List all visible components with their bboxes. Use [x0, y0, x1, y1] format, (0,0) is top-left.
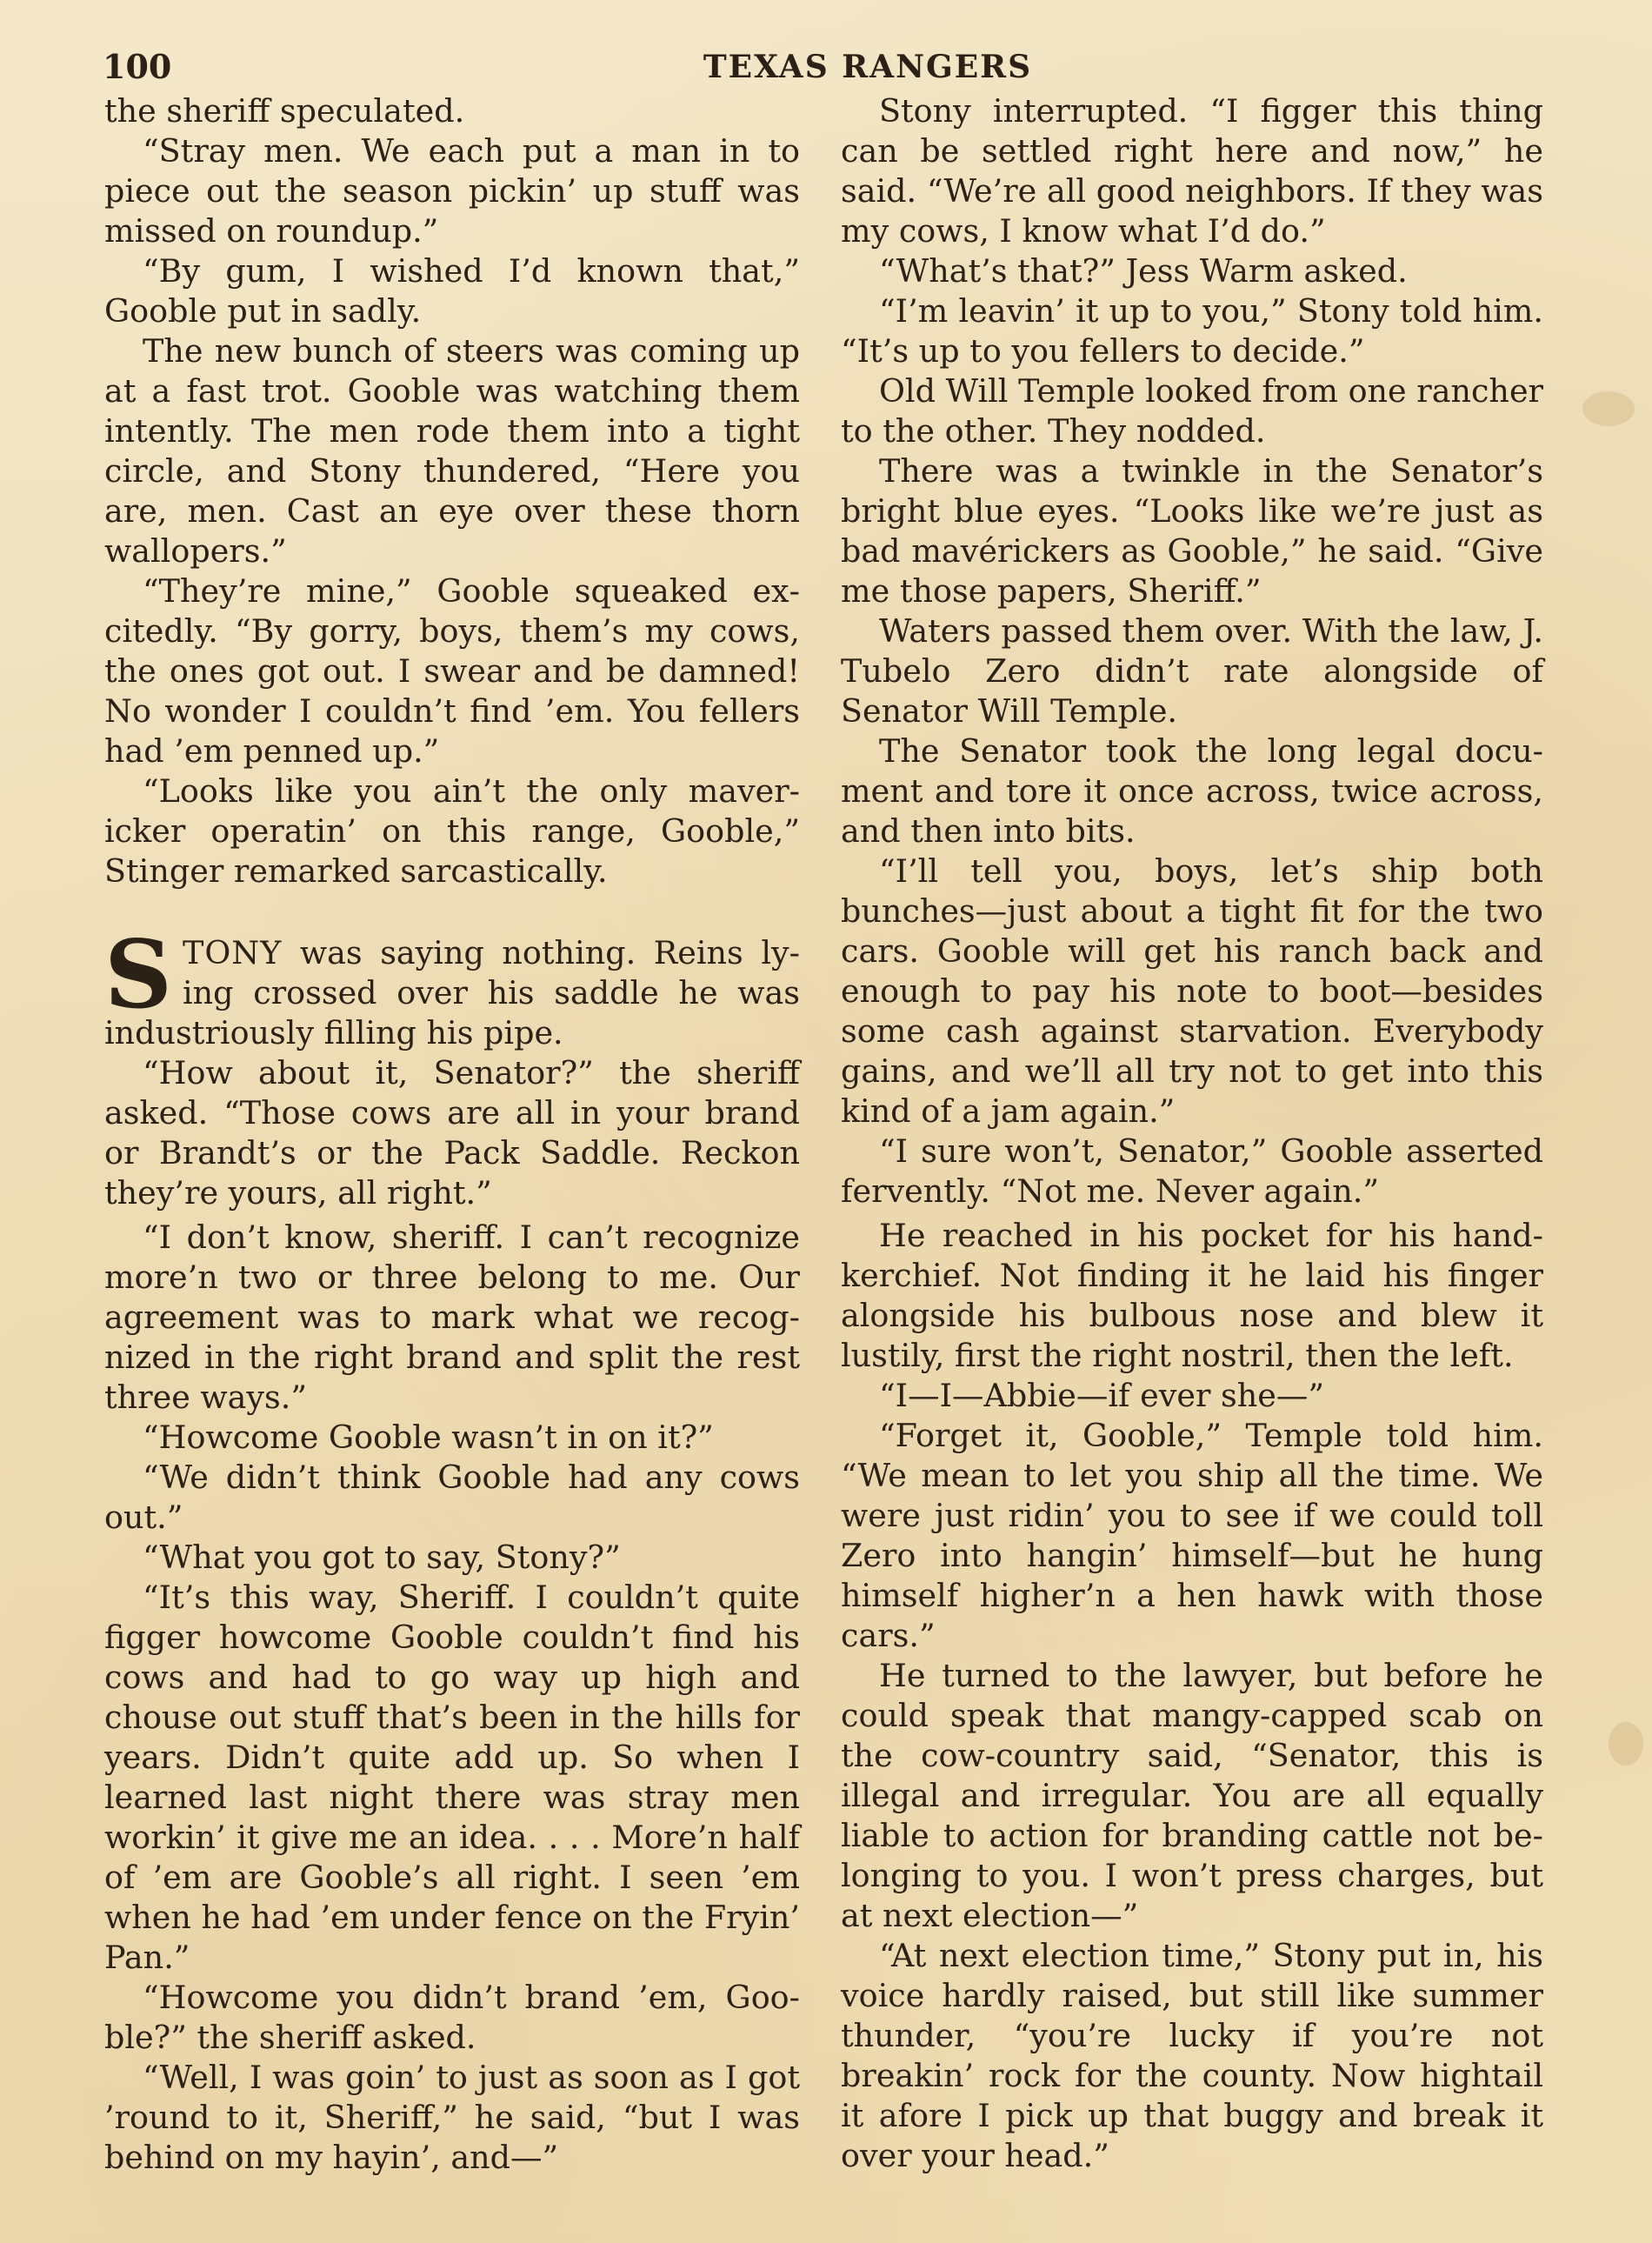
- paragraph: “Well, I was goin’ to just as soon as I got ’round to it, Sheriff,” he said, “but I was behind on my hayin’, and—”: [104, 2059, 800, 2176]
- paragraph: “What’s that?” Jess Warm asked.: [879, 252, 1408, 290]
- paragraph: “They’re mine,” Gooble squeaked excitedly. “By gorry, boys, them’s my cows, the ones got out. I swear and be damned! No wonder I couldn’t find ’em. You fellers had ’em penned up.”: [104, 572, 800, 770]
- paragraph: “I—I—Abbie—if ever she—”: [879, 1377, 1325, 1414]
- paragraph: “It’s this way, Sheriff. I couldn’t quite figger howcome Gooble couldn’t find his cows and had to go way up high and chouse out stuff that’s been in the hills for years. Didn’t quite add up. So when I learned last night there was stray men workin’ it give me an idea. . . . More’n half of ’em are Gooble’s all right. I seen ’em when he had ’em under fence on the Fryin’ Pan.”: [104, 1579, 800, 1976]
- paragraph: the sheriff speculated.: [104, 92, 465, 130]
- paragraph: Old Will Temple looked from one rancher to the other. They nodded.: [841, 372, 1543, 450]
- paragraph: “By gum, I wished I’d known that,” Gooble put in sadly.: [104, 252, 800, 330]
- paragraph: “What you got to say, Stony?”: [143, 1539, 621, 1576]
- paper-stain: [1609, 1722, 1643, 1766]
- paragraph: “Howcome Gooble wasn’t in on it?”: [143, 1419, 714, 1456]
- section-lead-word: TONY: [183, 934, 283, 971]
- right-column: [841, 91, 1543, 2176]
- section-opening-text: was saying nothing. Reins lying crossed over his saddle he was industriously filling his pipe.: [104, 934, 800, 1051]
- paragraph: Stony interrupted. “I figger this thing can be settled right here and now,” he said. “We’re all good neighbors. If they was my cows, I know what I’d do.”: [841, 92, 1543, 250]
- paragraph: “I’ll tell you, boys, let’s ship both bunches—just about a tight fit for the two cars. Gooble will get his ranch back and enough to pay his note to boot—besides some cash against starvation. Everybody gains, and we’ll all try not to get into this kind of a jam again.”: [841, 852, 1543, 1130]
- paragraph: “I don’t know, sheriff. I can’t recognize more’n two or three belong to me. Our agreement was to mark what we recognized in the right brand and split the rest three ways.”: [104, 1218, 800, 1416]
- paragraph: “Stray men. We each put a man in to piece out the season pickin’ up stuff was missed on roundup.”: [104, 132, 800, 250]
- paragraph: Waters passed them over. With the law, J. Tubelo Zero didn’t rate alongside of Senator Will Temple.: [841, 612, 1543, 730]
- drop-cap: S: [104, 920, 172, 1030]
- running-head: TEXAS RANGERS: [703, 49, 1033, 85]
- page-header: [103, 45, 1546, 89]
- paragraph: “I’m leavin’ it up to you,” Stony told him. “It’s up to you fellers to decide.”: [841, 292, 1543, 370]
- paragraph: “Howcome you didn’t brand ’em, Gooble?” the sheriff asked.: [104, 1979, 800, 2056]
- paragraph: The Senator took the long legal document and tore it once across, twice across, and then into bits.: [841, 732, 1543, 850]
- paragraph: The new bunch of steers was coming up at a fast trot. Gooble was watching them intently. The men rode them into a tight circle, and Stony thundered, “Here you are, men. Cast an eye over these thorn wallopers.”: [104, 332, 800, 570]
- paragraph: “At next election time,” Stony put in, his voice hardly raised, but still like summer thunder, “you’re lucky if you’re not breakin’ rock for the county. Now hightail it afore I pick up that buggy and break it over your head.”: [841, 1937, 1543, 2174]
- page-number: 100: [103, 47, 172, 86]
- paragraph: “Forget it, Gooble,” Temple told him. “We mean to let you ship all the time. We were just ridin’ you to see if we could toll Zero into hangin’ himself—but he hung himself higher’n a hen hawk with those cars.”: [841, 1417, 1543, 1654]
- paragraph: “How about it, Senator?” the sheriff asked. “Those cows are all in your brand or Brandt’s or the Pack Saddle. Reckon they’re yours, all right.”: [104, 1054, 800, 1212]
- section-opening-paragraph: [104, 920, 800, 1053]
- paragraph: “Looks like you ain’t the only mavericker operatin’ on this range, Gooble,” Stinger remarked sarcastically.: [104, 772, 800, 890]
- paragraph: “I sure won’t, Senator,” Gooble asserted fervently. “Not me. Never again.”: [841, 1132, 1543, 1210]
- paragraph: He reached in his pocket for his handkerchief. Not finding it he laid his finger alongside his bulbous nose and blew it lustily, first the right nostril, then the left.: [841, 1217, 1543, 1374]
- paragraph: He turned to the lawyer, but before he could speak that mangy-capped scab on the cow-country said, “Senator, this is illegal and irregular. You are all equally liable to action for branding cattle not belonging to you. I won’t press charges, but at next election—”: [841, 1657, 1543, 1934]
- paragraph: “We didn’t think Gooble had any cows out.”: [104, 1459, 800, 1536]
- left-column: [104, 91, 800, 2178]
- paragraph: There was a twinkle in the Senator’s bright blue eyes. “Looks like we’re just as bad mavérickers as Gooble,” he said. “Give me those papers, Sheriff.”: [841, 452, 1543, 610]
- paper-stain: [1582, 391, 1635, 426]
